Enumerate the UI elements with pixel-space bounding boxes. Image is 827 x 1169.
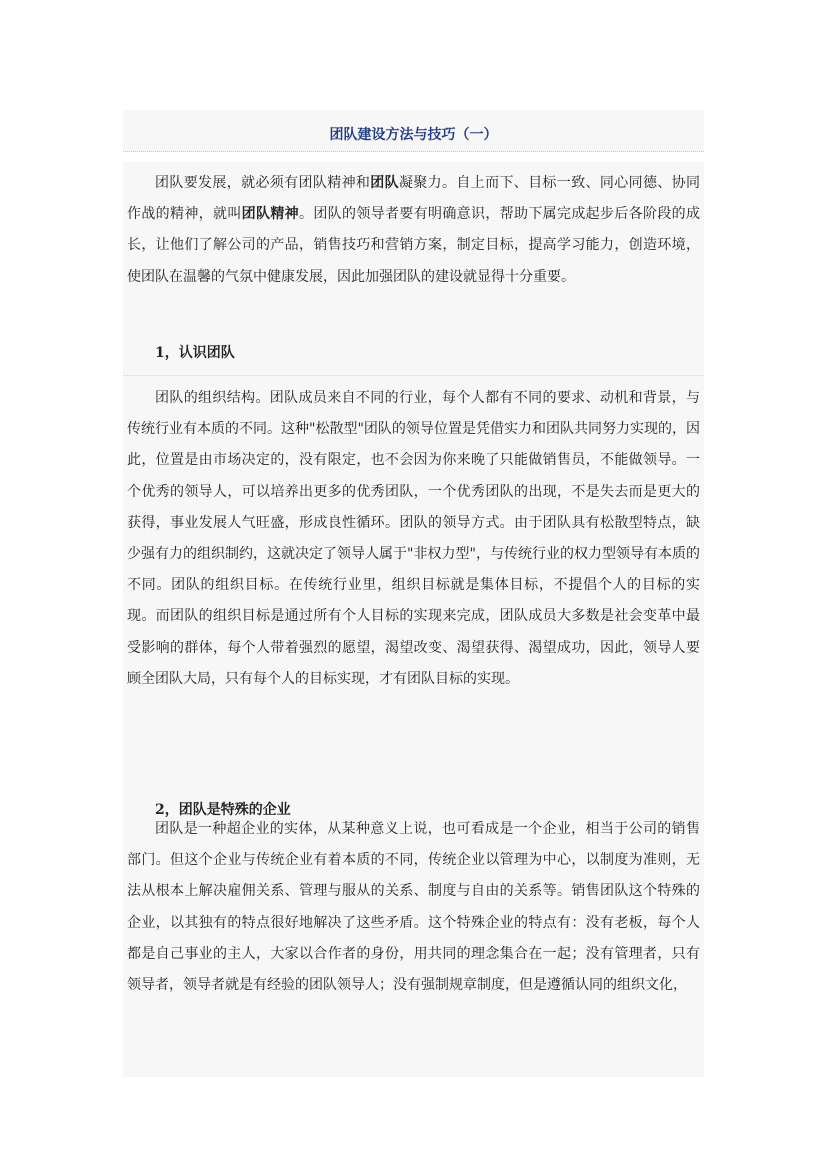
document-title: 团队建设方法与技巧（一） bbox=[329, 127, 498, 143]
section-divider bbox=[123, 375, 704, 376]
section-paragraph-2: 团队是一种超企业的实体，从某种意义上说，也可看成是一个企业，相当于公司的销售部门。但这个企业与传统企业有着本质的不同，传统企业以管理为中心，以制度为准则，无法从根本上解决雇佣关系、管理与服从的关系、制度与自由的关系等。销售团队这个特殊的企业，以其独有的特点很好地解决了这些矛盾。这个特殊企业的特点有：没有老板，每个人都是自己事业的主人，大家以合作者的身份，用共同的理念集合在一起；没有管理者，只有领导者，领导者就是有经验的团队领导人；没有强制规章制度，但是遵循认同的组织文化， bbox=[127, 821, 700, 994]
section-paragraph-1: 团队的组织结构。团队成员来自不同的行业，每个人都有不同的要求、动机和背景，与传统行业有本质的不同。这种"松散型"团队的领导位置是凭借实力和团队共同努力实现的，因此，位置是由市场决定的，没有限定，也不会因为你来晚了只能做销售员，不能做领导。一个优秀的领导人，可以培养出更多的优秀团队，一个优秀团队的出现，不是失去而是更大的获得，事业发展人气旺盛，形成良性循环。团队的领导方式。由于团队具有松散型特点，缺少强有力的组织制约，这就决定了领导人属于"非权力型"，与传统行业的权力型领导有本质的不同。团队的组织目标。在传统行业里，组织目标就是集体目标，不提倡个人的目标的实现。而团队的组织目标是通过所有个人目标的实现来完成，团队成员大多数是社会变革中最受影响的群体，每个人带着强烈的愿望，渴望改变、渴望获得、渴望成功，因此，领导人要顾全团队大局，只有每个人的目标实现，才有团队目标的实现。 bbox=[127, 390, 700, 687]
intro-bold-team: 团队 bbox=[370, 175, 399, 191]
intro-text-a: 团队要发展，就必须有团队精神和 bbox=[155, 175, 371, 191]
section-heading-1: 1，认识团队 bbox=[155, 345, 235, 361]
intro-text-c: 。团队的领导者要有明确意识，帮助下属完成起步后各阶段的成长，让他们了解公司的产品，销售技巧和营销方案，制定目标，提高学习能力，创造环境，使团队在温馨的气氛中健康发展，因此加强团队的建设就显得十分重要。 bbox=[127, 206, 701, 285]
intro-text-b: 凝聚力。自上而下、目标一致、同心同德、协同作战的精神，就叫 bbox=[127, 175, 701, 223]
intro-paragraph bbox=[127, 168, 700, 293]
section-heading-2: 2，团队是特殊的企业 bbox=[155, 802, 291, 818]
intro-bold-team-spirit: 团队精神 bbox=[241, 206, 300, 223]
